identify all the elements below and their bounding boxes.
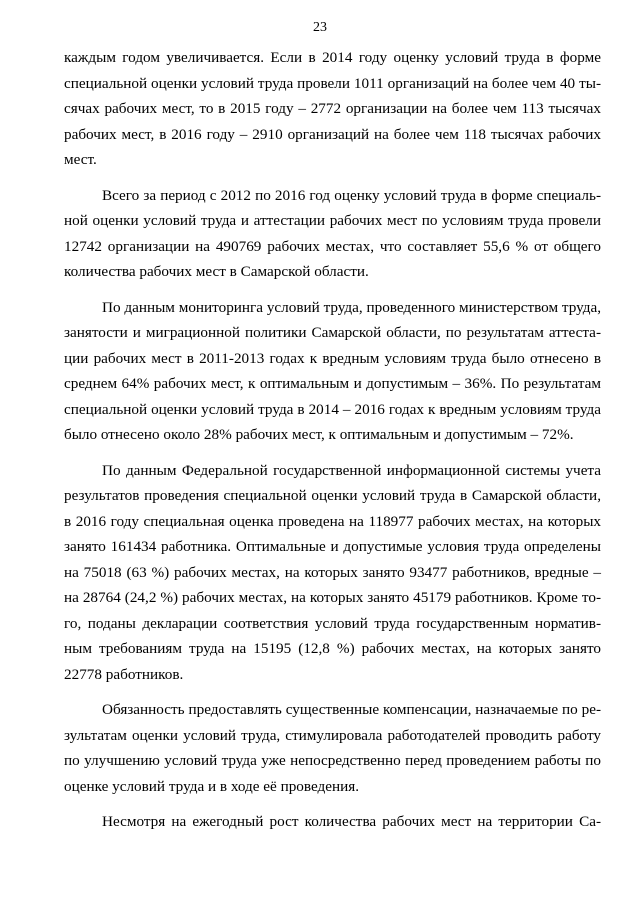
paragraph-4: По данным Федеральной государственной информационной системы учета результатов проведения специальной оценки условий труда в Самарской области, в 2016 году специальная оценка проведена на 118977 рабочих местах, на которых занято 161434 работника. Оптимальные и допустимые условия труда определены на 75018 (63 %) рабочих местах, на которых занято 93477 работников, вредные – на 28764 (24,2 %) рабочих местах, на которых занято 45179 работников. Кроме того, поданы декларации соответствия условий труда государственным нормативным требованиям труда на 15195 (12,8 %) рабочих местах, на которых занято 22778 работников. bbox=[64, 461, 601, 683]
paragraph-6: Несмотря на ежегодный рост количества рабочих мест на территории Са- bbox=[102, 813, 601, 830]
paragraph-1: каждым годом увеличивается. Если в 2014 году оценку условий труда в форме специальной оценки условий труда провели 1011 организаций на более чем 40 тысячах рабочих мест, то в 2015 году – 2772 организации на более чем 113 тысячах рабочих мест, в 2016 году – 2910 организаций на более чем 118 тысячах рабочих мест. bbox=[64, 49, 601, 168]
body-text bbox=[64, 45, 601, 845]
page-number: 23 bbox=[313, 20, 327, 35]
paragraph-5: Обязанность предоставлять существенные компенсации, назначаемые по результатам оценки условий труда, стимулировала работодателей проводить работу по улучшению условий труда уже непосредственно перед проведением работы по оценке условий труда и в ходе её проведения. bbox=[64, 701, 601, 795]
paragraph-3: По данным мониторинга условий труда, проведенного министерством труда, занятости и миграционной политики Самарской области, по результатам аттестации рабочих мест в 2011-2013 годах к вредным условиям труда было отнесено в среднем 64% рабочих мест, к оптимальным и допустимым – 36%. По результатам специальной оценки условий труда в 2014 – 2016 годах к вредным условиям труда было отнесено около 28% рабочих мест, к оптимальным и допустимым – 72%. bbox=[64, 298, 601, 443]
paragraph-2: Всего за период с 2012 по 2016 год оценку условий труда в форме специальной оценки условий труда и аттестации рабочих мест по условиям труда провели 12742 организации на 490769 рабочих местах, что составляет 55,6 % от общего количества рабочих мест в Самарской области. bbox=[64, 186, 601, 280]
